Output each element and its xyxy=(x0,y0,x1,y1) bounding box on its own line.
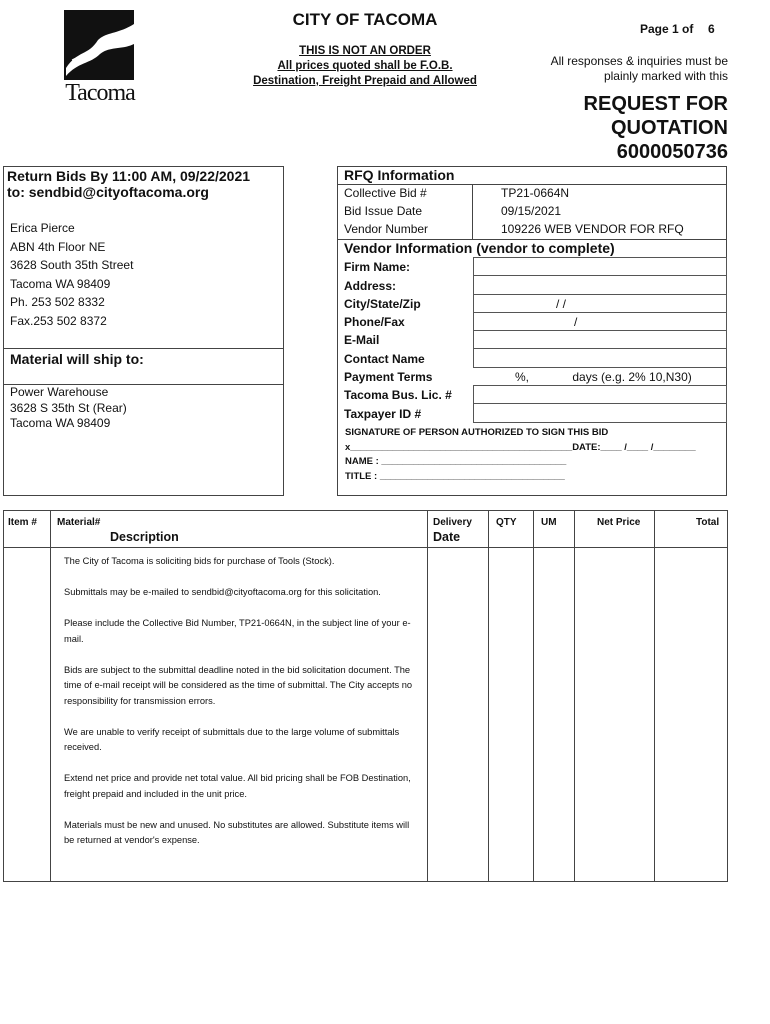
ship-to-line: Tacoma WA 98409 xyxy=(10,416,111,430)
column-divider xyxy=(533,511,534,881)
vendor-label: Contact Name xyxy=(344,352,425,366)
vendor-label: Phone/Fax xyxy=(344,315,405,329)
description-paragraph: The City of Tacoma is soliciting bids for purchase of Tools (Stock). xyxy=(64,556,335,566)
contact-name: Erica Pierce xyxy=(10,221,75,235)
rfq-info-label: Bid Issue Date xyxy=(344,204,423,218)
signature-title: SIGNATURE OF PERSON AUTHORIZED TO SIGN THIS BID xyxy=(345,427,609,438)
logo-wordmark: Tacoma xyxy=(65,80,135,106)
rfq-info-value: 09/15/2021 xyxy=(501,204,562,218)
column-divider xyxy=(654,511,655,881)
rfq-info-value: TP21-0664N xyxy=(501,186,570,200)
description-header: Description xyxy=(110,530,179,544)
rfq-info-value: 109226 WEB VENDOR FOR RFQ xyxy=(501,222,684,236)
contact-block xyxy=(10,219,133,331)
contact-city: Tacoma WA 98409 xyxy=(10,276,111,291)
vendor-row-phone xyxy=(337,312,727,331)
divider xyxy=(3,547,728,548)
description-paragraph: We are unable to verify receipt of submittals due to the large volume of submittals received. xyxy=(64,726,400,752)
name-line[interactable]: NAME : ___________________________________ xyxy=(345,456,567,467)
payment-terms-field[interactable] xyxy=(473,367,727,386)
page-label: Page 1 of xyxy=(640,22,694,36)
date-header: Date xyxy=(433,530,461,544)
field-separator: / / xyxy=(556,297,567,311)
divider xyxy=(3,348,284,349)
rfq-info-label: Collective Bid # xyxy=(344,186,427,200)
payment-terms-hint: %, days (e.g. 2% 10,N30) xyxy=(515,370,692,384)
vendor-row-firm xyxy=(337,257,727,276)
vendor-row-city xyxy=(337,294,727,313)
email-field[interactable] xyxy=(473,330,727,349)
description-paragraph: Please include the Collective Bid Number, TP21-0664N, in the subject line of your e-mail. xyxy=(64,618,411,644)
rfq-title-line1: REQUEST FOR xyxy=(583,93,728,115)
column-divider xyxy=(427,511,428,881)
vendor-row-payment xyxy=(337,367,727,386)
vendor-row-contact xyxy=(337,349,727,368)
fob-line: All prices quoted shall be F.O.B. xyxy=(277,60,453,72)
return-bids-email: to: sendbid@cityoftacoma.org xyxy=(7,184,209,200)
contact-name-field[interactable] xyxy=(473,349,727,368)
contact-fax: Fax.253 502 8372 xyxy=(10,313,107,328)
rfq-info-row xyxy=(337,184,727,202)
vendor-row-taxpayer xyxy=(337,404,727,423)
vendor-row-email xyxy=(337,330,727,349)
vendor-label: Taxpayer ID # xyxy=(344,407,422,421)
contact-street: 3628 South 35th Street xyxy=(10,258,134,273)
contact-floor: ABN 4th Floor NE xyxy=(10,239,106,254)
taxpayer-id-field[interactable] xyxy=(473,404,727,423)
material-header: Material# xyxy=(57,517,101,528)
rfq-title-line2: QUOTATION xyxy=(610,117,728,139)
return-bids-box xyxy=(3,166,284,496)
qty-header: QTY xyxy=(496,517,517,528)
vendor-label: Tacoma Bus. Lic. # xyxy=(344,388,452,402)
title-line[interactable]: TITLE : ___________________________________ xyxy=(345,470,565,482)
return-bids-deadline: Return Bids By 11:00 AM, 09/22/2021 xyxy=(7,168,251,184)
tacoma-logo xyxy=(64,10,136,112)
vendor-label: Address: xyxy=(344,279,397,293)
vendor-label: Firm Name: xyxy=(344,260,411,274)
description-text xyxy=(64,554,414,864)
ship-to-title: Material will ship to: xyxy=(10,351,144,367)
field-separator: / xyxy=(574,315,578,329)
business-license-field[interactable] xyxy=(473,385,727,404)
rfq-info-label: Vendor Number xyxy=(344,222,429,236)
vendor-label: Payment Terms xyxy=(344,370,433,384)
um-header: UM xyxy=(541,517,557,528)
not-order-line: THIS IS NOT AN ORDER xyxy=(299,45,431,57)
firm-name-field[interactable] xyxy=(473,257,727,276)
rfq-info-row xyxy=(337,220,727,238)
description-paragraph: Bids are subject to the submittal deadline noted in the bid solicitation document. The time of e-mail receipt will be considered as the time of submittal. The City accepts no responsibility for transmission errors. xyxy=(64,664,413,706)
column-divider xyxy=(50,511,51,881)
page-total: 6 xyxy=(708,22,715,36)
description-paragraph: Extend net price and provide net total value. All bid pricing shall be FOB Destination, freight prepaid and included in the unit price. xyxy=(64,773,411,799)
rfq-title xyxy=(520,92,728,164)
ship-to-line: 3628 S 35th St (Rear) xyxy=(10,400,127,415)
vendor-label: City/State/Zip xyxy=(344,297,421,311)
rfq-number: 6000050736 xyxy=(616,141,728,163)
not-an-order-notice xyxy=(230,44,500,89)
city-state-zip-field[interactable] xyxy=(473,294,727,313)
ship-to-line: Power Warehouse xyxy=(10,385,109,399)
return-bids-heading xyxy=(7,168,282,200)
city-title: CITY OF TACOMA xyxy=(292,10,438,29)
column-divider xyxy=(488,511,489,881)
signature-block xyxy=(345,426,696,484)
vendor-row-license xyxy=(337,385,727,404)
vendor-info-title: Vendor Information (vendor to complete) xyxy=(344,240,615,256)
description-paragraph: Materials must be new and unused. No substitutes are allowed. Substitute items will be returned at vendor's expense. xyxy=(64,819,410,845)
description-paragraph: Submittals may be e-mailed to sendbid@cityoftacoma.org for this solicitation. xyxy=(64,587,381,597)
vendor-row-address xyxy=(337,276,727,295)
net-price-header: Net Price xyxy=(597,517,641,528)
column-divider xyxy=(574,511,575,881)
phone-fax-field[interactable] xyxy=(473,312,727,331)
freight-line: Destination, Freight Prepaid and Allowed xyxy=(253,75,477,87)
rfq-info-title: RFQ Information xyxy=(344,167,455,183)
contact-phone: Ph. 253 502 8332 xyxy=(10,295,105,310)
total-header: Total xyxy=(696,517,720,528)
rfq-info-row xyxy=(337,202,727,220)
ship-to-address xyxy=(10,385,127,432)
delivery-header: Delivery xyxy=(433,517,472,528)
signature-line[interactable]: x__________________________________________DATE:____ /____ /________ xyxy=(345,441,696,453)
response-note: All responses & inquiries must be plainly marked with this xyxy=(550,54,728,83)
page-indicator xyxy=(640,22,715,36)
item-number-header: Item # xyxy=(8,517,37,528)
address-field[interactable] xyxy=(473,276,727,295)
vendor-label: E-Mail xyxy=(344,333,380,347)
